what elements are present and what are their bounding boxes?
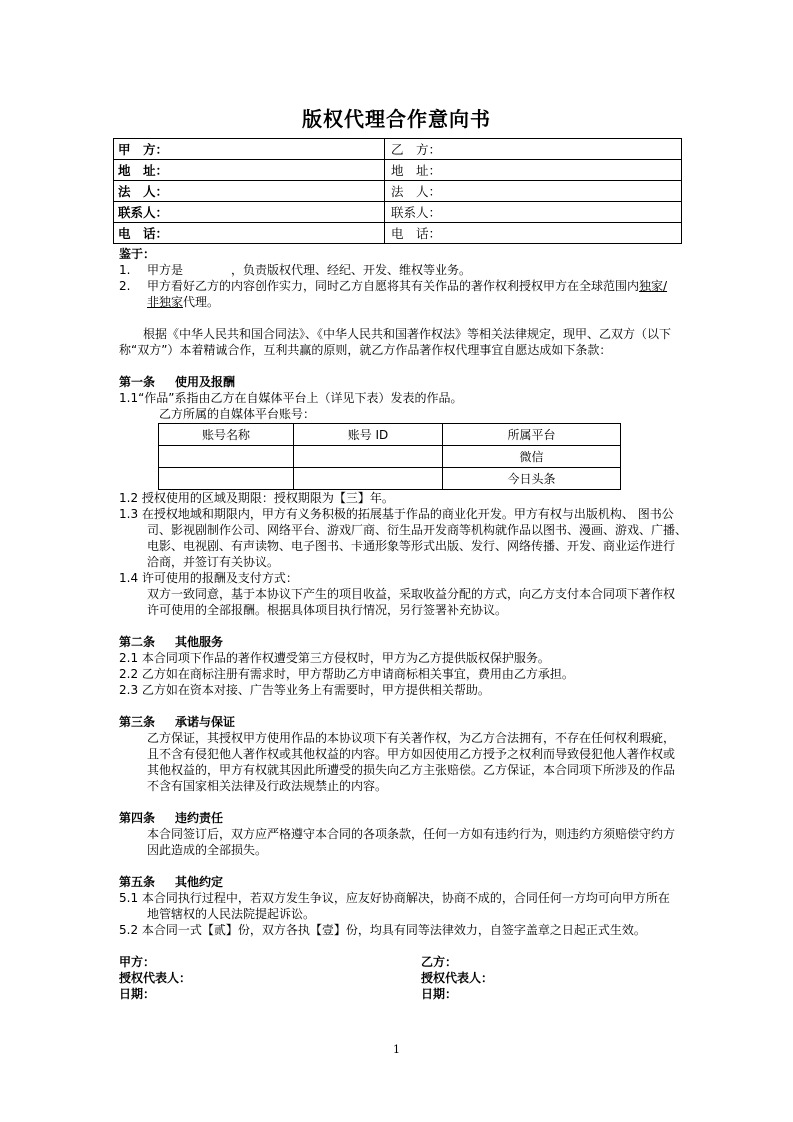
article-4-line: 本合同签订后，双方应严格遵守本合同的各项条款，任何一方如有违约行为，则违约方须赔偿守约方 xyxy=(147,827,676,841)
table-cell xyxy=(294,446,443,468)
party-a-phone-label: 电 话： xyxy=(114,223,385,244)
article-heading xyxy=(119,374,679,390)
parties-table xyxy=(113,138,682,244)
article-title: 使用及报酬 xyxy=(175,375,236,389)
clause-2-3: 2.3 乙方如在资本对接、广告等业务上有需要时，甲方提供相关帮助。 xyxy=(119,683,490,697)
document-title: 版权代理合作意向书 xyxy=(302,107,491,131)
item-number: 1. xyxy=(119,263,131,277)
article-heading xyxy=(119,810,679,826)
article-title: 其他服务 xyxy=(175,635,224,649)
article-1-cont xyxy=(119,490,688,618)
clause-5-1: 5.1 本合同执行过程中，若双方发生争议，应友好协商解决，协商不成的，合同任何一方均可向甲方所在 xyxy=(119,891,670,905)
preamble-line-2: 称“双方”）本着精诚合作，互利共赢的原则，就乙方作品著作权代理事宜自愿达成如下条款： xyxy=(119,343,612,357)
article-number: 第五条 xyxy=(119,875,156,889)
article-1 xyxy=(119,374,679,422)
clause-5-1-cont: 地管辖权的人民法院提起诉讼。 xyxy=(147,907,316,921)
list-item xyxy=(119,278,679,294)
list-item xyxy=(119,262,679,278)
clause-2-1: 2.1 本合同项下作品的著作权遭受第三方侵权时，甲方为乙方提供版权保护服务。 xyxy=(119,651,550,665)
column-header: 账号名称 xyxy=(159,424,294,446)
whereas-item-2-end: 代理。 xyxy=(183,295,220,309)
article-4 xyxy=(119,810,679,858)
signature-line: 日期： xyxy=(119,987,156,1001)
signature-party-b xyxy=(421,954,493,1002)
party-a-address-label: 地 址： xyxy=(114,160,385,181)
non-exclusive-option: 非独家 xyxy=(147,295,184,309)
article-heading xyxy=(119,874,679,890)
clause-1-3-line: 洽商，并签订有关协议。 xyxy=(147,555,280,569)
whereas-item-2-cont xyxy=(147,294,219,310)
signature-party-a xyxy=(119,954,191,1002)
article-number: 第四条 xyxy=(119,811,156,825)
account-table-caption: 乙方所属的自媒体平台账号： xyxy=(159,407,316,421)
party-b-contact-label: 联系人： xyxy=(385,202,682,223)
column-header: 账号 ID xyxy=(294,424,443,446)
table-row xyxy=(114,181,682,202)
account-table xyxy=(158,423,621,490)
list-item-continued xyxy=(119,294,679,310)
page-number: 1 xyxy=(393,1043,400,1056)
signature-line: 授权代表人： xyxy=(119,971,192,985)
clause-1-3-line: 司、影视剧制作公司、网络平台、游戏厂商、衍生品开发商等机构就作品以图书、漫画、游戏、广播、 xyxy=(147,523,688,537)
article-3-line: 不含有国家相关法律及行政法规禁止的内容。 xyxy=(147,779,388,793)
article-number: 第一条 xyxy=(119,375,156,389)
article-title: 违约责任 xyxy=(175,811,224,825)
article-title: 承诺与保证 xyxy=(175,715,236,729)
table-row xyxy=(114,202,682,223)
party-b-phone-label: 电 话： xyxy=(385,223,682,244)
party-b-address-label: 地 址： xyxy=(385,160,682,181)
party-b-legal-rep-label: 法 人： xyxy=(385,181,682,202)
whereas-item-2-text: 甲方看好乙方的内容创作实力，同时乙方自愿将其有关作品的著作权利授权甲方在全球范围内 xyxy=(147,279,640,293)
table-row xyxy=(114,223,682,244)
party-a-contact-label: 联系人： xyxy=(114,202,385,223)
item-number: 2. xyxy=(119,279,131,293)
whereas-item-2 xyxy=(147,278,667,294)
preamble-line-1: 根据《中华人民共和国合同法》、《中华人民共和国著作权法》等相关法律规定，现甲、乙双方（以下 xyxy=(143,327,672,341)
clause-1-4-line: 双方一致同意，基于本协议下产生的项目收益，采取收益分配的方式，向乙方支付本合同项下著作权 xyxy=(147,587,676,601)
whereas-item-1: 甲方是 ，负责版权代理、经纪、开发、维权等业务。 xyxy=(147,263,472,277)
whereas-section xyxy=(119,246,679,310)
exclusive-option: 独家/ xyxy=(639,279,668,293)
clause-1-4-line: 许可使用的全部报酬。根据具体项目执行情况，另行签署补充协议。 xyxy=(147,603,508,617)
article-3-line: 其他权益的，甲方有权就其因此所遭受的损失向乙方主张赔偿。乙方保证，本合同项下所涉及的作品 xyxy=(147,763,676,777)
table-row xyxy=(159,446,621,468)
article-3-line: 且不含有侵犯他人著作权或其他权益的内容。甲方如因使用乙方授予之权利而导致侵犯他人著作权或 xyxy=(147,747,676,761)
preamble xyxy=(119,326,679,358)
clause-1-4: 1.4 许可使用的报酬及支付方式： xyxy=(119,571,298,585)
article-number: 第二条 xyxy=(119,635,156,649)
column-header: 所属平台 xyxy=(443,424,621,446)
clause-5-2: 5.2 本合同一式【贰】份，双方各执【壹】份，均具有同等法律效力，自签字盖章之日起正式生效。 xyxy=(119,923,646,937)
article-3 xyxy=(119,714,679,794)
article-title: 其他约定 xyxy=(175,875,224,889)
clause-2-2: 2.2 乙方如在商标注册有需求时，甲方帮助乙方申请商标相关事宜，费用由乙方承担。 xyxy=(119,667,574,681)
article-2 xyxy=(119,634,679,698)
signature-line: 日期： xyxy=(421,987,458,1001)
table-cell: 微信 xyxy=(443,446,621,468)
clause-1-3-line: 电影、电视剧、有声读物、电子图书、卡通形象等形式出版、发行、网络传播、开发、商业运作进行 xyxy=(147,539,676,553)
table-row xyxy=(114,160,682,181)
party-a-name-label: 甲 方： xyxy=(114,139,385,160)
signature-line: 甲方： xyxy=(119,955,156,969)
party-a-legal-rep-label: 法 人： xyxy=(114,181,385,202)
table-cell xyxy=(159,468,294,490)
article-5 xyxy=(119,874,679,938)
clause-1-2: 1.2 授权使用的区域及期限：授权期限为【三】年。 xyxy=(119,491,394,505)
table-cell: 今日头条 xyxy=(443,468,621,490)
signature-line: 授权代表人： xyxy=(421,971,494,985)
signature-line: 乙方： xyxy=(421,955,458,969)
table-row xyxy=(159,468,621,490)
clause-1-1: 1.1“作品”系指由乙方在自媒体平台上（详见下表）发表的作品。 xyxy=(119,391,463,405)
article-4-line: 因此造成的全部损失。 xyxy=(147,843,268,857)
table-cell xyxy=(159,446,294,468)
table-header-row xyxy=(159,424,621,446)
article-heading xyxy=(119,634,679,650)
clause-1-3-line: 1.3 在授权地域和期限内，甲方有义务积极的拓展基于作品的商业化开发。甲方有权与出版机构、 图书公 xyxy=(119,507,674,521)
article-number: 第三条 xyxy=(119,715,156,729)
article-3-line: 乙方保证，其授权甲方使用作品的本协议项下有关著作权，为乙方合法拥有，不存在任何权利瑕疵， xyxy=(147,731,676,745)
table-row xyxy=(114,139,682,160)
article-heading xyxy=(119,714,679,730)
table-cell xyxy=(294,468,443,490)
whereas-heading: 鉴于： xyxy=(119,247,156,261)
party-b-name-label: 乙 方： xyxy=(385,139,682,160)
